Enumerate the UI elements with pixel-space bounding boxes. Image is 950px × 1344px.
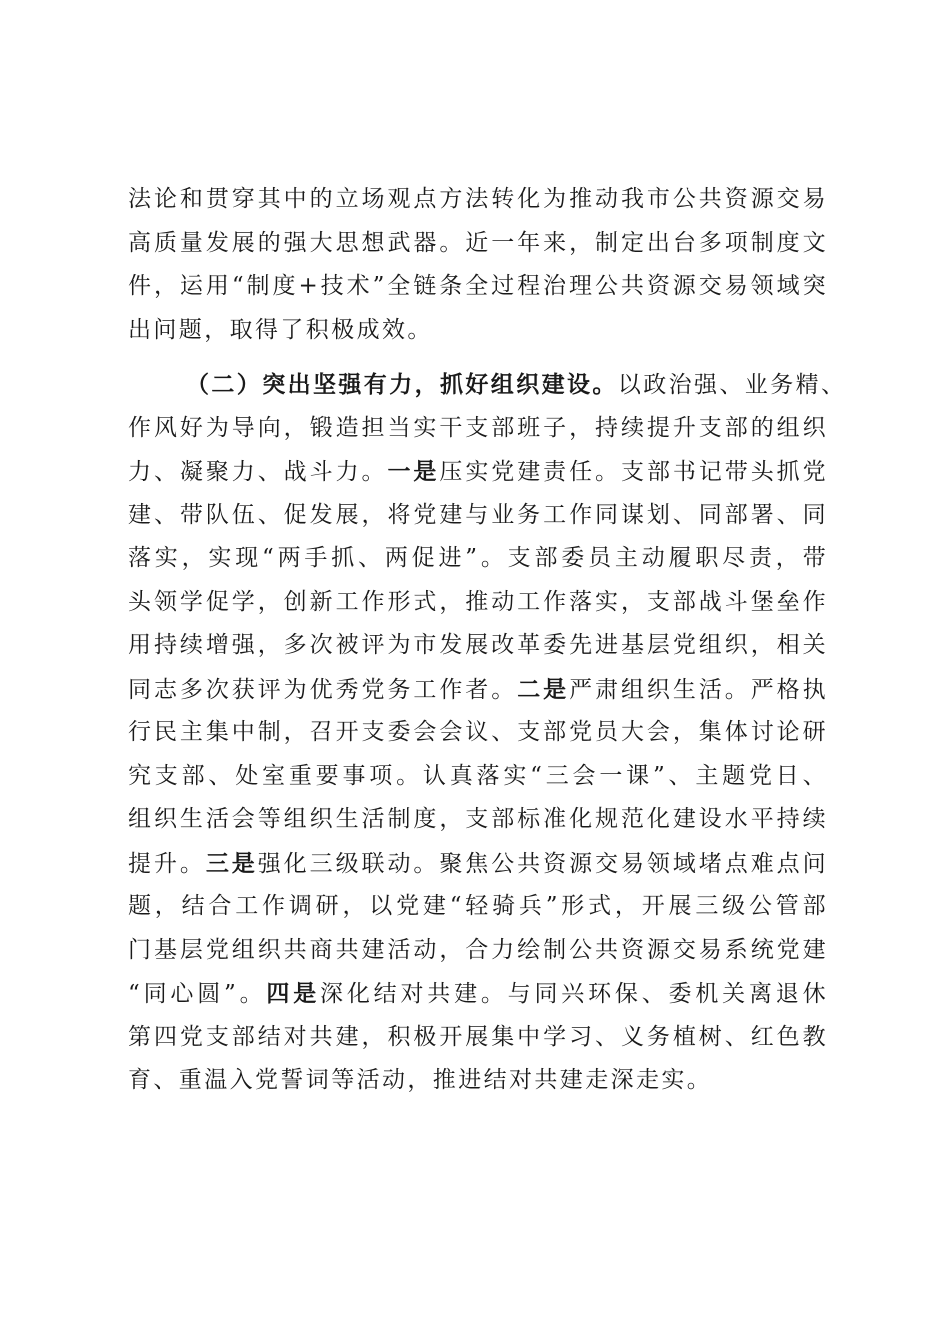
point-label: 二是 [517, 675, 570, 703]
text-run: 同志多次获评为优秀党务工作者。 [128, 676, 518, 703]
text-line [128, 972, 828, 1016]
paragraph-continuation [128, 178, 828, 352]
text-line [128, 363, 847, 407]
text-line: 头领学促学，创新工作形式，推动工作落实，支部战斗堡垒作 [128, 588, 828, 615]
text-line: 件，运用“制度+技术”全链条全过程治理公共资源交易领域突 [128, 273, 828, 299]
text-line [128, 450, 828, 494]
text-line: 出问题，取得了积极成效。 [128, 316, 433, 343]
text-line: 高质量发展的强大思想武器。近一年来，制定出台多项制度文 [128, 229, 828, 256]
section-heading: （二）突出坚强有力，抓好组织建设。 [186, 371, 618, 398]
point-label: 三是 [205, 849, 258, 877]
text-run: 严肃组织生活。严格执 [569, 676, 829, 703]
point-label: 四是 [266, 980, 321, 1007]
text-line: 法论和贯穿其中的立场观点方法转化为推动我市公共资源交易 [128, 186, 828, 212]
text-run: 压实党建责任。支部书记带头抓党 [439, 459, 829, 485]
point-label: 一是 [387, 458, 440, 485]
text-run: 深化结对共建。与同兴环保、委机关离退休 [320, 981, 828, 1007]
text-line: 题，结合工作调研，以党建“轻骑兵”形式，开展三级公管部 [128, 893, 828, 919]
text-line: 作风好为导向，锻造担当实干支部班子，持续提升支部的组织 [128, 414, 828, 441]
text-line: 用持续增强，多次被评为市发展改革委先进基层党组织，相关 [128, 632, 828, 658]
text-line: 行民主集中制，召开支委会会议、支部党员大会，集体讨论研 [128, 719, 828, 745]
text-run: 以政治强、业务精、 [617, 372, 847, 398]
text-line: 究支部、处室重要事项。认真落实“三会一课”、主题党日、 [128, 762, 828, 789]
text-run: 强化三级联动。聚焦公共资源交易领域堵点难点问 [257, 850, 828, 877]
text-line: 门基层党组织共商共建活动，合力绘制公共资源交易系统党建 [128, 936, 828, 963]
text-line: 育、重温入党誓词等活动，推进结对共建走深走实。 [128, 1067, 713, 1093]
paragraph-gap [128, 352, 828, 363]
text-line: 第四党支部结对共建，积极开展集中学习、义务植树、红色教 [128, 1023, 828, 1050]
text-line [128, 842, 828, 886]
text-line [128, 668, 828, 712]
document-body [128, 178, 847, 1103]
text-line: 落实，实现“两手抓、两促进”。支部委员主动履职尽责，带 [128, 545, 828, 571]
text-run: 提升。 [128, 850, 206, 877]
text-run: 力、凝聚力、战斗力。 [128, 459, 388, 485]
text-line: 建、带队伍、促发展，将党建与业务工作同谋划、同部署、同 [128, 501, 828, 528]
text-line: 组织生活会等组织生活制度，支部标准化规范化建设水平持续 [128, 806, 828, 832]
text-run: “同心圆”。 [128, 981, 267, 1007]
paragraph-organization-building [128, 363, 847, 1103]
